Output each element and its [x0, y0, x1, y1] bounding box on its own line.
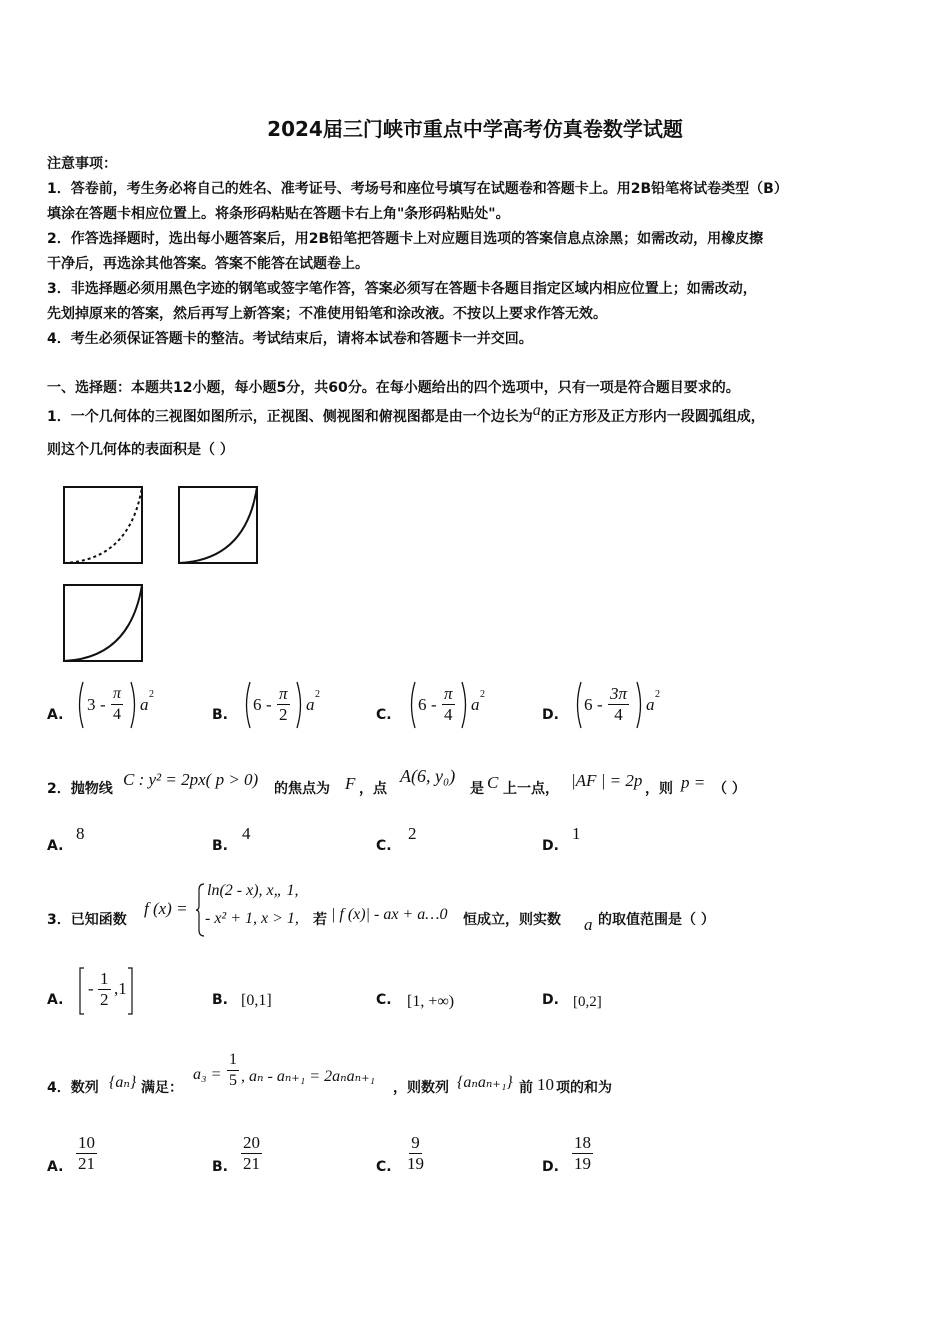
left-paren — [407, 680, 417, 730]
notice-line: 1．答卷前，考生务必将自己的姓名、准考证号、考场号和座位号填写在试题卷和答题卡上。用2B铅笔将试卷类型（B） — [47, 181, 788, 197]
option-1a[interactable]: A. 3 - $\frac{\pi}{4}$ a 2 — [47, 680, 207, 734]
option-3b[interactable]: B. [0,1] — [212, 992, 272, 1009]
option-2d[interactable]: D. 1 — [542, 824, 581, 854]
right-paren — [635, 680, 645, 730]
left-paren — [573, 680, 583, 730]
option-1b[interactable]: B. 6 - $\frac{\pi}{2}$ a 2 — [212, 680, 372, 734]
left-paren — [242, 680, 252, 730]
fraction: $\frac{\pi}{2}$ — [279, 684, 288, 724]
notice-line: 2．作答选择题时，选出每小题答案后，用2B铅笔把答题卡上对应题目选项的答案信息点涂黑；如需改动，用橡皮擦 — [47, 231, 764, 247]
question-1-text: 1．一个几何体的三视图如图所示，正视图、侧视图和俯视图都是由一个边长为a的正方形及正方形内一段圆弧组成， — [47, 402, 765, 425]
option-4c[interactable]: C. $\frac{9}{19}$ — [376, 1133, 424, 1175]
var-a: a — [532, 402, 541, 419]
notice-line: 4．考生必须保证答题卡的整洁。考试结束后，请将本试卷和答题卡一并交回。 — [47, 331, 533, 347]
fraction: $\frac{10}{21}$ — [78, 1133, 95, 1173]
question-1-text-2: 则这个几何体的表面积是（ ） — [47, 442, 234, 458]
front-view-figure — [60, 484, 146, 566]
fraction: $\frac{9}{19}$ — [407, 1133, 424, 1173]
option-2b[interactable]: B. 4 — [212, 824, 251, 854]
side-view-figure — [176, 484, 262, 566]
question-3-text: 3．已知函数 f (x) = ln(2 - x), x„ 1, - x² + 1, x > 1, 若 | f (x)| - ax + a…0 恒成立，则实数 a 的取值范围是（ ） — [47, 880, 807, 940]
option-2c[interactable]: C. 2 — [376, 824, 417, 854]
question-4-text: 4．数列 {aₙ} 满足： a₃ = $\frac{1}{5}$ , aₙ - aₙ₊₁ = 2aₙaₙ₊₁ ，则数列 {aₙaₙ₊₁} 前 10 项的和为 — [47, 1051, 612, 1096]
fraction: $\frac{18}{19}$ — [574, 1133, 591, 1173]
notice-heading: 注意事项： — [47, 156, 117, 172]
fraction: $\frac{3\pi}{4}$ — [610, 684, 628, 724]
left-paren — [75, 680, 85, 730]
option-4d[interactable]: D. $\frac{18}{19}$ — [542, 1133, 591, 1175]
left-bracket — [78, 966, 86, 1016]
option-1c[interactable]: C. 6 - $\frac{\pi}{4}$ a 2 — [376, 680, 536, 734]
fraction: $\frac{20}{21}$ — [243, 1133, 260, 1173]
right-paren — [295, 680, 305, 730]
option-3d[interactable]: D. [0,2] — [542, 992, 602, 1010]
option-4b[interactable]: B. $\frac{20}{21}$ — [212, 1133, 260, 1175]
notice-line: 填涂在答题卡相应位置上。将条形码粘贴在答题卡右上角"条形码粘贴处"。 — [47, 206, 510, 222]
option-2a[interactable]: A. 8 — [47, 824, 85, 854]
option-4a[interactable]: A. $\frac{10}{21}$ — [47, 1133, 95, 1175]
option-3c[interactable]: C. [1, +∞) — [376, 992, 455, 1010]
fraction: $\frac{\pi}{4}$ — [113, 685, 122, 723]
fraction: $\frac{1}{2}$ — [100, 969, 109, 1009]
fraction: $\frac{1}{5}$ — [229, 1051, 237, 1089]
top-view-figure — [60, 582, 146, 664]
right-paren — [129, 680, 139, 730]
right-paren — [460, 680, 470, 730]
option-1d[interactable]: D. 6 - $\frac{3\pi}{4}$ a 2 — [542, 680, 712, 734]
section-heading: 一、选择题：本题共12小题，每小题5分，共60分。在每小题给出的四个选项中，只有一项是符合题目要求的。 — [47, 380, 740, 396]
notice-line: 先划掉原来的答案，然后再写上新答案；不准使用铅笔和涂改液。不按以上要求作答无效。 — [47, 306, 607, 322]
fraction: $\frac{\pi}{4}$ — [444, 684, 453, 724]
page-title: 2024届三门峡市重点中学高考仿真卷数学试题 — [267, 117, 683, 141]
option-3a[interactable]: A. - $\frac{1}{2}$ ,1 — [47, 966, 167, 1018]
notice-line: 3．非选择题必须用黑色字迹的钢笔或签字笔作答，答案必须写在答题卡各题目指定区域内相应位置上；如需改动， — [47, 281, 757, 297]
right-bracket — [126, 966, 134, 1016]
notice-line: 干净后，再选涂其他答案。答案不能答在试题卷上。 — [47, 256, 369, 272]
